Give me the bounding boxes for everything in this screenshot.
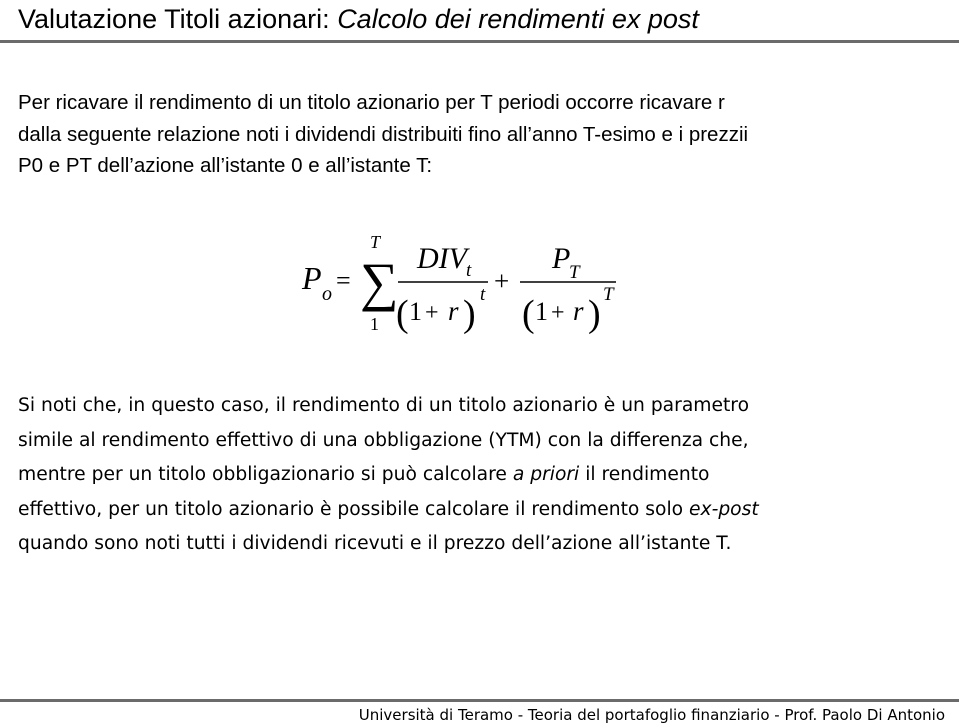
explanation-line-3 bbox=[18, 458, 948, 493]
fraction2-den-one: 1 bbox=[535, 297, 548, 326]
intro-line-2: dalla seguente relazione noti i dividendi distribuiti fino all’anno T-esimo e i prezzii bbox=[18, 122, 749, 146]
intro-line-3: P0 e PT dell’azione all’istante 0 e all’istante T: bbox=[18, 154, 433, 177]
fraction2-den-plus: + bbox=[551, 300, 565, 326]
price-formula bbox=[290, 220, 630, 360]
intro-paragraph bbox=[18, 87, 948, 182]
title-divider bbox=[0, 40, 959, 43]
fraction2-lparen: ( bbox=[522, 293, 535, 335]
fraction2-exponent: T bbox=[603, 284, 614, 305]
formula-plus: + bbox=[494, 266, 510, 296]
explanation-line-2: simile al rendimento effettivo di una obbligazione (YTM) con la differenza che, bbox=[18, 429, 749, 451]
explanation-line-4-start: effettivo, per un titolo azionario è possibile calcolare il rendimento solo bbox=[18, 498, 690, 520]
fraction1-numerator-sub: t bbox=[466, 260, 472, 281]
slide-title-main: Valutazione Titoli azionari: bbox=[18, 4, 338, 34]
ex-post-emphasis: ex-post bbox=[689, 498, 759, 520]
sum-lower-limit: 1 bbox=[370, 314, 379, 334]
formula-equals: = bbox=[336, 266, 351, 295]
a-priori-emphasis: a priori bbox=[512, 464, 580, 485]
slide-title bbox=[18, 2, 948, 36]
fraction2-numerator-sub: T bbox=[569, 262, 580, 283]
fraction1-exponent: t bbox=[480, 284, 486, 305]
fraction2-rparen: ) bbox=[588, 293, 601, 335]
slide-title-italic: Calcolo dei rendimenti ex post bbox=[337, 4, 699, 34]
intro-line-1: Per ricavare il rendimento di un titolo azionario per T periodi occorre ricavare r bbox=[18, 91, 725, 114]
sigma-symbol: ∑ bbox=[360, 252, 399, 312]
sum-upper-limit: T bbox=[370, 232, 381, 252]
explanation-line-5: quando sono noti tutti i dividendi ricevuti e il prezzo dell’azione all’istante T. bbox=[18, 533, 732, 554]
explanation-line-1: Si noti che, in questo caso, il rendimento di un titolo azionario è un parametro bbox=[18, 395, 750, 416]
fraction1-den-r: r bbox=[448, 296, 459, 326]
slide-footer: Università di Teramo - Teoria del portafoglio finanziario - Prof. Paolo Di Antonio bbox=[358, 706, 945, 724]
explanation-paragraph bbox=[18, 389, 948, 562]
fraction1-den-plus: + bbox=[425, 300, 439, 326]
fraction2-numerator: P bbox=[552, 242, 571, 275]
explanation-line-4 bbox=[18, 493, 948, 528]
fraction2-den-r: r bbox=[573, 296, 584, 326]
fraction1-numerator: DIV bbox=[417, 242, 467, 275]
fraction1-den-one: 1 bbox=[409, 297, 422, 326]
formula-lhs-sub: o bbox=[322, 283, 332, 305]
formula-lhs: P bbox=[302, 260, 322, 296]
fraction1-rparen: ) bbox=[463, 293, 476, 335]
explanation-line-3-start: mentre per un titolo obbligazionario si può calcolare bbox=[18, 464, 513, 485]
footer-divider bbox=[0, 699, 959, 702]
fraction1-lparen: ( bbox=[396, 293, 409, 335]
explanation-line-3-end: il rendimento bbox=[579, 464, 710, 485]
